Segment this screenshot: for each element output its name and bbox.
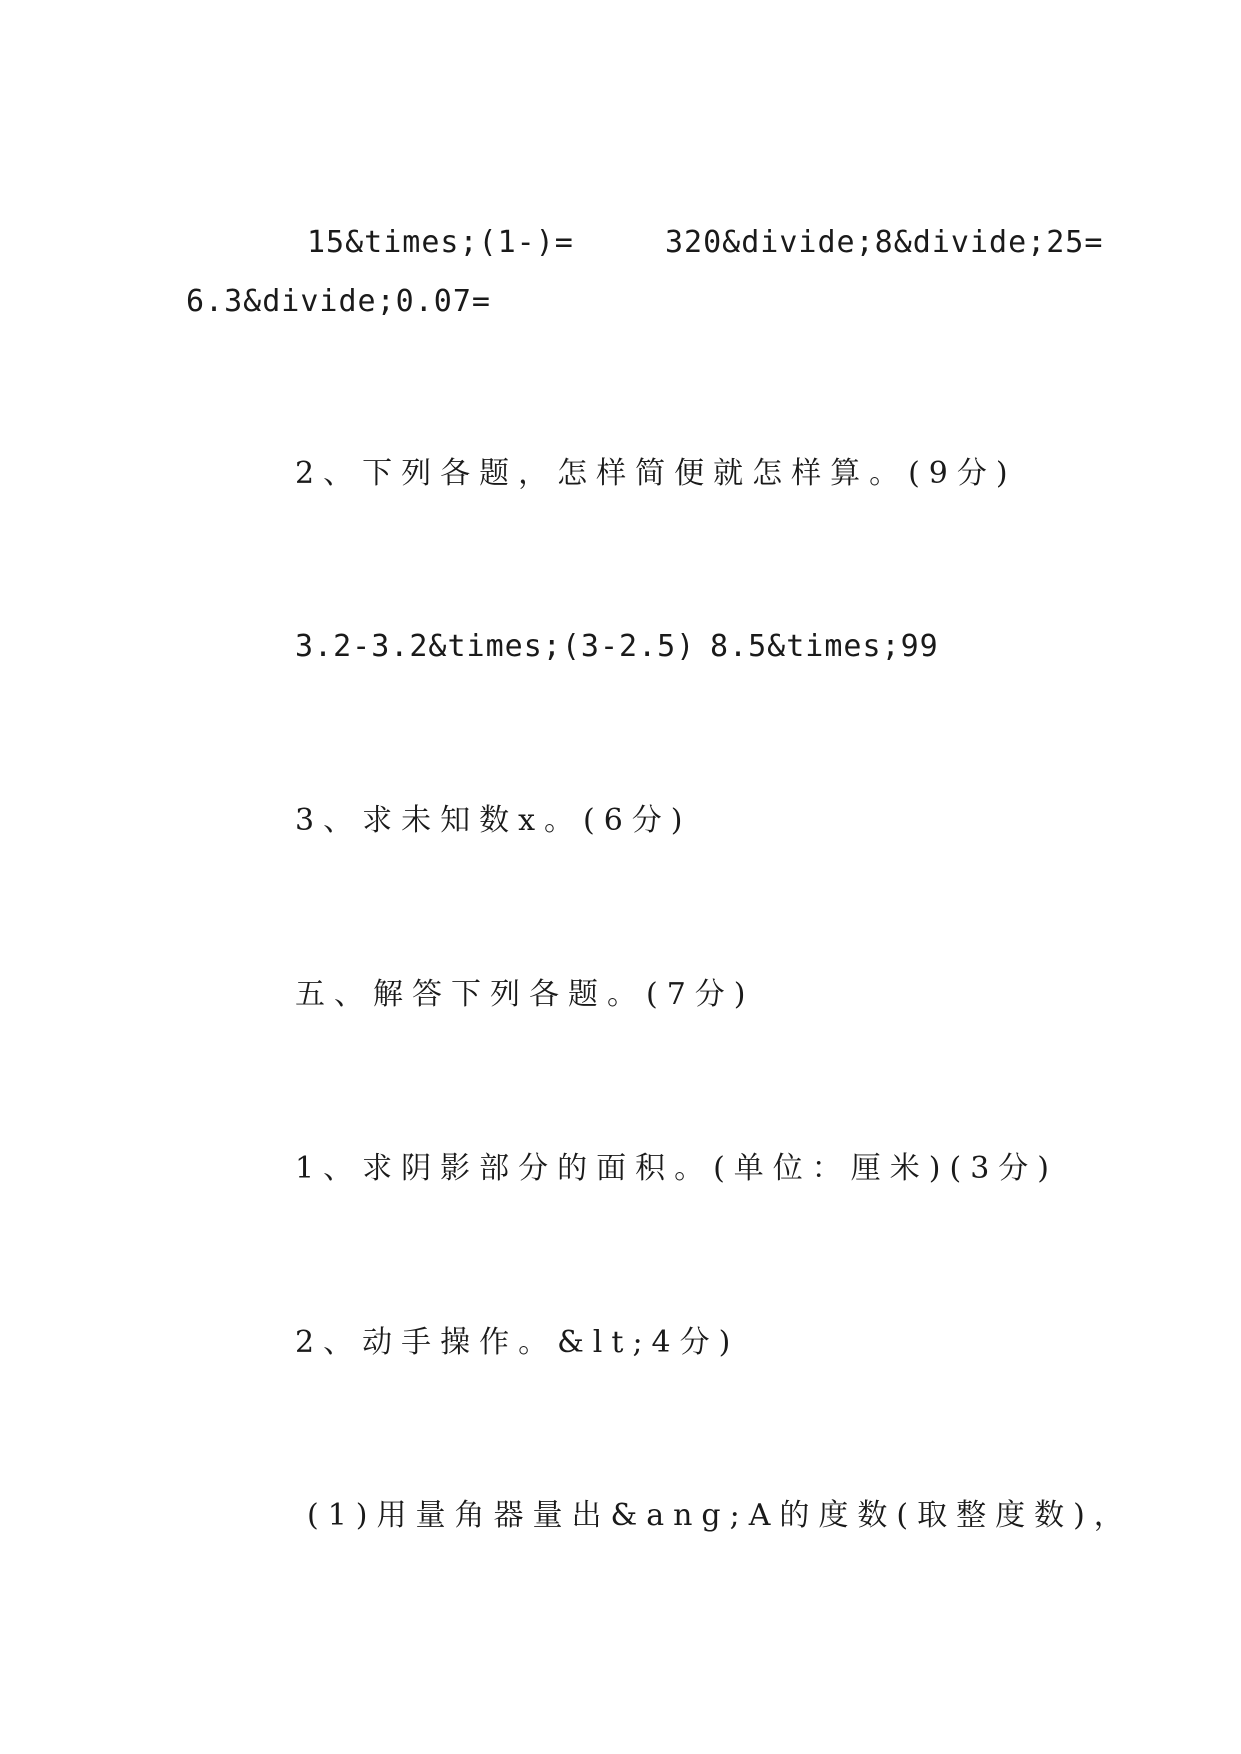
section-heading-simplify: 2、下列各题，怎样简便就怎样算。(9分)	[295, 456, 1017, 491]
calc-item-5: 8.5&times;99	[710, 629, 939, 664]
question-hands-on: 2、动手操作。&lt;4分)	[295, 1325, 740, 1360]
section-heading-answer: 五、解答下列各题。(7分)	[295, 977, 755, 1012]
calc-item-3: 6.3&divide;0.07=	[186, 284, 491, 319]
calc-item-1: 15&times;(1-)=	[307, 225, 574, 260]
section-heading-solve-x: 3、求未知数x。(6分)	[295, 803, 692, 838]
question-measure-angle: (1)用量角器量出&ang;A的度数(取整度数)，	[307, 1498, 1133, 1533]
calc-item-2: 320&divide;8&divide;25=	[665, 225, 1104, 260]
calc-item-4: 3.2-3.2&times;(3-2.5)	[295, 629, 696, 664]
question-shaded-area: 1、求阴影部分的面积。(单位：厘米)(3分)	[295, 1151, 1058, 1186]
